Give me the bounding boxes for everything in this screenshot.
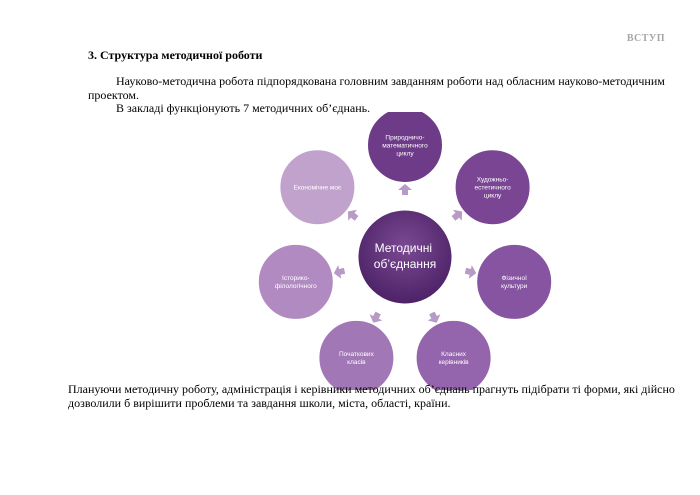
diagram-node-label: математичного	[382, 142, 428, 150]
paragraph-count: В закладі функціонують 7 методичних об’єднань.	[116, 101, 371, 115]
paragraph-conclusion: Плануючи методичну роботу, адміністрація і керівники методичних об’єднань прагнуть підібрати ті форми, які дійсно дозволили б вирішити проблеми та завдання школи, міста, області, країни.	[68, 382, 675, 410]
diagram-node-label: Художньо-	[476, 176, 509, 184]
diagram-arrow-icon	[452, 210, 463, 221]
diagram-node-label: циклу	[396, 150, 414, 158]
center-node	[357, 209, 453, 305]
diagram-node	[367, 112, 443, 183]
diagram-node-label: Історико-	[282, 275, 310, 283]
diagram-arrow-icon	[348, 210, 359, 221]
diagram-node-label: класів	[347, 359, 366, 367]
paragraph-intro: Науково-методична робота підпорядкована головним завданням роботи над обласним науково-методичним проектом.	[88, 74, 665, 102]
diagram-node-label: Класних	[441, 351, 467, 359]
diagram-node-label: філологічного	[274, 283, 317, 291]
diagram-node-label: керівників	[438, 359, 469, 367]
center-label-line: об’єднання	[373, 257, 437, 271]
diagram-arrow-icon	[334, 265, 345, 279]
diagram-node	[476, 244, 552, 320]
diagram-node-label: Економічне моє	[293, 184, 342, 192]
section-title: 3. Структура методичної роботи	[88, 48, 263, 62]
svg-text:Економічне моє	[294, 184, 342, 192]
diagram-node-label: Фізичної	[501, 275, 527, 283]
diagram-arrow-icon	[398, 184, 412, 195]
diagram-node	[455, 149, 531, 225]
diagram-node-label: Початкових	[338, 351, 374, 359]
center-label-line: Методичні	[374, 241, 433, 255]
structure-diagram	[240, 112, 570, 390]
diagram-node	[416, 320, 492, 390]
page-header-label: ВСТУП	[626, 33, 665, 44]
diagram-node-label: естетичного	[474, 184, 511, 192]
diagram-node-label: Природничо-	[385, 134, 425, 142]
diagram-node	[258, 244, 334, 320]
diagram-arrow-icon	[370, 312, 383, 323]
svg-text:Класнихкерівників	[439, 351, 470, 366]
diagram-arrow-icon	[465, 265, 476, 279]
diagram-arrow-icon	[428, 312, 441, 323]
diagram-node	[279, 149, 355, 225]
svg-text:Фізичноїкультури	[501, 274, 528, 290]
diagram-node-label: культури	[501, 283, 528, 291]
diagram-node	[318, 320, 394, 390]
diagram-node-label: циклу	[483, 192, 502, 200]
